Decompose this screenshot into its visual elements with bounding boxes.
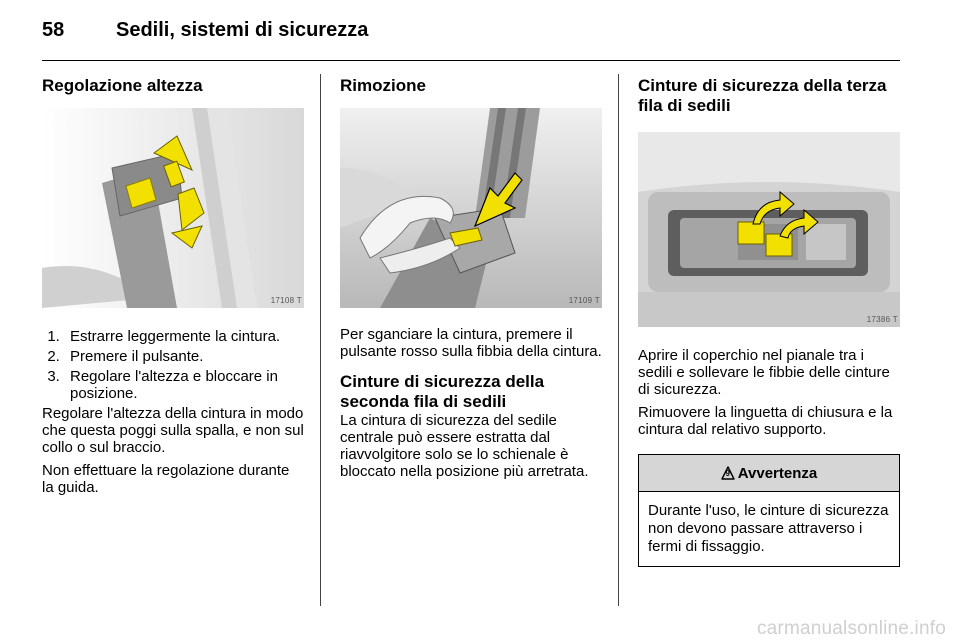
list-item: 2. Premere il pulsante. bbox=[64, 348, 304, 365]
warning-header bbox=[639, 455, 899, 492]
warning-symbol: 9 bbox=[725, 469, 730, 478]
warning-title: Avvertenza bbox=[737, 464, 818, 482]
header-divider bbox=[42, 60, 900, 61]
buckle-release-illustration bbox=[340, 108, 602, 308]
paragraph: Regolare l'altezza della cintura in modo che questa poggi sulla spalla, e non sul collo o sul braccio. bbox=[42, 405, 304, 456]
paragraph: La cintura di sicurezza del sedile centrale può essere estratta dal riavvolgitore solo se lo schienale è bloccato nella posizione più arretrata. bbox=[340, 412, 589, 480]
illustration-buckle-release bbox=[340, 108, 602, 308]
column-third-row-belts bbox=[638, 76, 900, 567]
third-row-buckles-illustration bbox=[638, 132, 900, 327]
steps-list bbox=[42, 328, 304, 402]
site-watermark: carmanualsonline.info bbox=[756, 618, 946, 639]
section-heading: Cinture di sicurezza della seconda fila di sedili bbox=[340, 372, 545, 411]
height-adjuster-illustration bbox=[42, 108, 304, 308]
list-item: 3. Regolare l'altezza e bloccare in posizione. bbox=[64, 368, 304, 402]
section-heading: Cinture di sicurezza della terza fila di sedili bbox=[638, 76, 887, 115]
warning-triangle-icon bbox=[721, 466, 735, 480]
warning-text: Durante l'uso, le cinture di sicurezza non devono passare attraverso i fermi di fissaggio. bbox=[648, 502, 889, 555]
paragraph: Per sganciare la cintura, premere il pulsante rosso sulla fibbia della cintura. bbox=[340, 326, 602, 360]
section-heading: Rimozione bbox=[340, 76, 426, 95]
figure-code: 17109 T bbox=[568, 296, 600, 305]
figure-code: 17108 T bbox=[270, 296, 302, 305]
page-title: Sedili, sistemi di sicurezza bbox=[116, 18, 369, 41]
column-divider bbox=[618, 74, 619, 606]
list-item: 1. Estrarre leggermente la cintura. bbox=[64, 328, 304, 345]
illustration-third-row-buckles bbox=[638, 132, 900, 327]
column-removal bbox=[340, 76, 602, 480]
figure-code: 17386 T bbox=[866, 315, 898, 324]
page-number: 58 bbox=[42, 18, 65, 41]
column-height-adjustment bbox=[42, 76, 304, 496]
paragraph: Aprire il coperchio nel pianale tra i sedili e sollevare le fibbie delle cinture di sicurezza. bbox=[638, 347, 890, 398]
warning-box bbox=[638, 454, 900, 567]
paragraph: Non effettuare la regolazione durante la guida. bbox=[42, 462, 290, 496]
section-heading: Regolazione altezza bbox=[42, 76, 203, 95]
column-divider bbox=[320, 74, 321, 606]
illustration-height-adjuster bbox=[42, 108, 304, 308]
page-header bbox=[42, 14, 368, 46]
paragraph: Rimuovere la linguetta di chiusura e la cintura dal relativo supporto. bbox=[638, 404, 893, 438]
